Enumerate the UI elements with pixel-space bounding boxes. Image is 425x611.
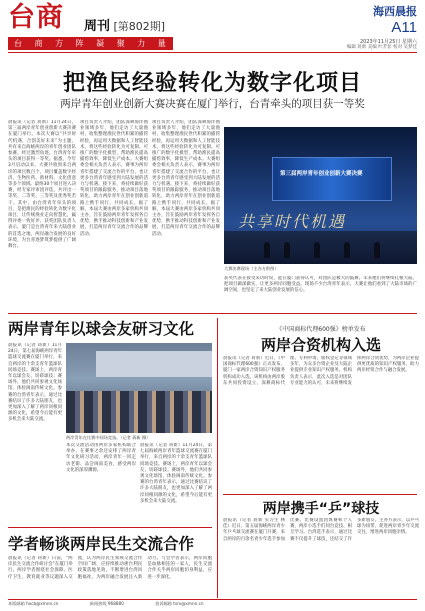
person-figure: [314, 242, 320, 258]
lead-body-col3: 项目负责人介绍，团队深耕海洋渔业领域多年，他们走访了大量渔村，收集整理渔民世代积累的捕捞经验，再运用大数据和人工智能技术，将这些经验转化为可复制、可推广的数字化模型，帮助渔民提高捕捞效率，降低生产成本。大赛组委会相关负责人表示，赛事为两岸青年搭建了交流合作的平台，也让更多台湾青年感受到大陆发展的活力与机遇。接下来，将持续做好获奖项目的跟踪服务，推动项目落地转化，助力两岸青年在创业创新道路上携手同行、共同成长。据了解，本届大赛由两岸多家机构共同主办，旨在鼓励两岸青年发挥各自优势，携手推动科技创新和产业发展，打造两岸青年交流合作的品牌活动。: [152, 120, 220, 237]
lead-subheadline: 两岸青年创业创新大赛决赛在厦门举行，台青牵头的项目获一等奖: [60, 98, 365, 110]
lead-body-col1: 晨报讯（记者 蒋新）11月24日，第三届两岸青年创业创新大赛决赛在厦门举行。本次大赛以“共享时代机遇，合创美好未来”为主题，共有来自海峡两岸的青年创业团队参赛。经过激烈角逐，台湾青年牵头的项目获得一等奖。据悉，今年3月启动以来，大赛共收到来自两岸的项目数百个，项目覆盖数字经济、生物医药、新材料、文化创意等多个领域。最终30个项目进入决赛，经专家评审团评选，共评出一等奖、二等奖、三等奖及优秀奖若干。其中，由台湾青年牵头的项目，是把渔民的经验转化为数字化项目，让传统渔业走向智慧化，赢得评委一致好评。获奖团队负责人表示，厦门是台湾青年来大陆创业的首选之地，两岸融合发展的良好环境，为台青逐梦筑梦提供了广阔舞台。: [8, 120, 76, 250]
person-figure: [374, 242, 380, 258]
header-rule: [8, 52, 417, 53]
masthead-title: 台商: [8, 2, 64, 33]
stage-slogan: 共享时代机遇: [238, 212, 347, 231]
masthead-block: [8, 2, 166, 34]
story4-body: 晨报讯（记者 蒋新）近日，《中国商标代理600强》正式发布，厦门一家两岸合资知识产权服务机构成功入选。该机构由两岸股东共同投资设立，深耕商标代理、专利申请、版权登记等领域多年，为众多台资企业及大陆企业提供专业知识产权服务。机构负责人表示，此次入选是对团队专业能力的认可，未来将继续发挥两岸合资优势，为两岸企业提供更优质的知识产权服务，助力两岸经贸合作与融合发展。: [223, 356, 419, 386]
person-figure: [284, 242, 290, 258]
photo-background: [96, 351, 212, 377]
story2-headline: 两岸青年以球会友研习文化: [8, 320, 195, 338]
story4-headline: 两岸合资机构入选: [260, 336, 381, 354]
story2-body3: 晨报讯（记者 蒋新）11月24日，第七届海峡两岸青年篮球交流赛在厦门举行，来自两岸的十余支青年篮球队同场竞技。赛场上，两岸青年以球会友、切磋球技；赛场外，他们共同参观文化场馆，体验闽南传统文化。参赛的台湾青年表示，通过比赛结识了许多大陆朋友，也更加深入了解了两岸同根同源的文化，希望今后能有更多机会来大陆交流。: [140, 443, 212, 504]
lead-body-col2: 项目负责人介绍，团队深耕海洋渔业领域多年，他们走访了大量渔村，收集整理渔民世代积累的捕捞经验，再运用大数据和人工智能技术，将这些经验转化为可复制、可推广的数字化模型，帮助渔民提高捕捞效率，降低生产成本。大赛组委会相关负责人表示，赛事为两岸青年搭建了交流合作的平台，也让更多台湾青年感受到大陆发展的活力与机遇。接下来，将持续做好获奖项目的跟踪服务，推动项目落地转化，助力两岸青年在创业创新道路上携手同行、共同成长。据了解，本届大赛由两岸多家机构共同主办，旨在鼓励两岸青年发挥各自优势，携手推动科技创新和产业发展，打造两岸青年交流合作的品牌活动。: [80, 120, 148, 237]
editor-line: 编辑 蒋新 美编 叶芳菲 校对 吴梦佳: [346, 45, 417, 50]
story2-body: 晨报讯（记者 蒋新）11月24日，第七届海峡两岸青年篮球交流赛在厦门举行，来自两岸的十余支青年篮球队同场竞技。赛场上，两岸青年以球会友、切磋球技；赛场外，他们共同参观文化场馆，体验闽南传统文化。参赛的台湾青年表示，通过比赛结识了许多大陆朋友，也更加深入了解了两岸同根同源的文化，希望今后能有更多机会来大陆交流。: [8, 343, 62, 423]
footer-hotline: 新闻热线 968880: [89, 601, 124, 606]
footer-email: 本版邮箱 hxcb@xmnn.cn: [8, 601, 59, 606]
person-figure: [264, 242, 270, 258]
story3-headline: 学者畅谈两岸民生交流合作: [8, 535, 195, 553]
issue-number: [第802期]: [113, 20, 166, 33]
paper-logo: 海西晨报: [373, 5, 417, 18]
story5-headline: 两岸携手“乒”球技: [262, 501, 380, 517]
footer: [8, 601, 417, 607]
section-label: [84, 15, 165, 34]
lead-headline: 把渔民经验转化为数字化项目: [62, 71, 362, 96]
story5-body: 晨报讯（记者 蒋新 实习生 林佳）近日，第五届海峡两岸青少年乒乓球交流赛在厦门开赛，来自两岸的百余名青少年选手参加比赛。比赛设置团体赛和个人赛，两岸小选手们同台竞技、相互学习。台湾选手表示，通过比赛不仅提升了球技，还结交了许多新朋友。主办方表示，以乒乓球为纽带，促进两岸青少年交流交往，增进两岸同胞亲情。: [223, 518, 419, 542]
dateline: 2023年11月25日 星期六: [359, 39, 417, 45]
stage-screen: [272, 157, 392, 201]
lead-photo: [224, 127, 417, 264]
footer-rule: [8, 599, 417, 600]
footer-complaint: 投诉邮箱 tsrx@xmnn.cn: [155, 601, 204, 606]
story-rule: [223, 494, 417, 495]
photo-crowd: [66, 391, 212, 433]
section-name: 周刊: [84, 19, 111, 34]
stage-screen-text: 第三届两岸青年创业创新大赛决赛: [280, 171, 363, 177]
column-divider: [217, 318, 218, 598]
tagline-bar: 台 商 方 阵 凝 聚 力 量: [8, 37, 173, 50]
page-number: A11: [391, 19, 417, 36]
lead-photo-caption: 大赛决赛现场（主办方供图）: [224, 266, 279, 271]
section-rule: [8, 313, 417, 314]
story-rule: [8, 527, 212, 528]
story2-photo: [66, 343, 212, 433]
story4-label: 《中国商标代理600强》榜单发布: [276, 326, 366, 333]
story3-body: 晨报讯（记者 蒋新）日前，“两岸民生交流合作研讨会”在厦门举行。两岸学者围绕社会保障、医疗卫生、教育就业等议题深入交流，认为两岸民生领域交流合作空间广阔，应持续推动惠台利民政策落地见效，不断增进台湾同胞福祉，为两岸融合发展注入新动力。与会学者表示，两岸同胞是血脉相连的一家人，民生交流合作关乎两岸同胞切身利益，应进一步深化。: [8, 556, 212, 580]
paper-block: [373, 3, 417, 36]
person-figure: [344, 242, 350, 258]
story2-caption: 两岸青年在比赛中同场竞技。（记者 蒋新 摄）: [66, 435, 151, 440]
story2-body2: 本次交流活动由两岸多家机构联合举办，在赛事之余还安排了两岸青年文化研习活动，两岸青年一同走访老街、品尝闽南美食，感受两岸文化的深厚渊源。: [66, 443, 136, 473]
stage-floor: [224, 231, 417, 264]
lead-body-col4: 获奖代表在接受采访时说，能在厦门获得认可，对团队是极大的鼓舞。未来他们将继续扎根大陆，把项目做深做实，让更多两岸同胞受益。现场不少台湾青年表示，大赛让他们看到了大陆市场的广阔空间，也坚定了来大陆创业发展的信心。: [224, 276, 417, 294]
